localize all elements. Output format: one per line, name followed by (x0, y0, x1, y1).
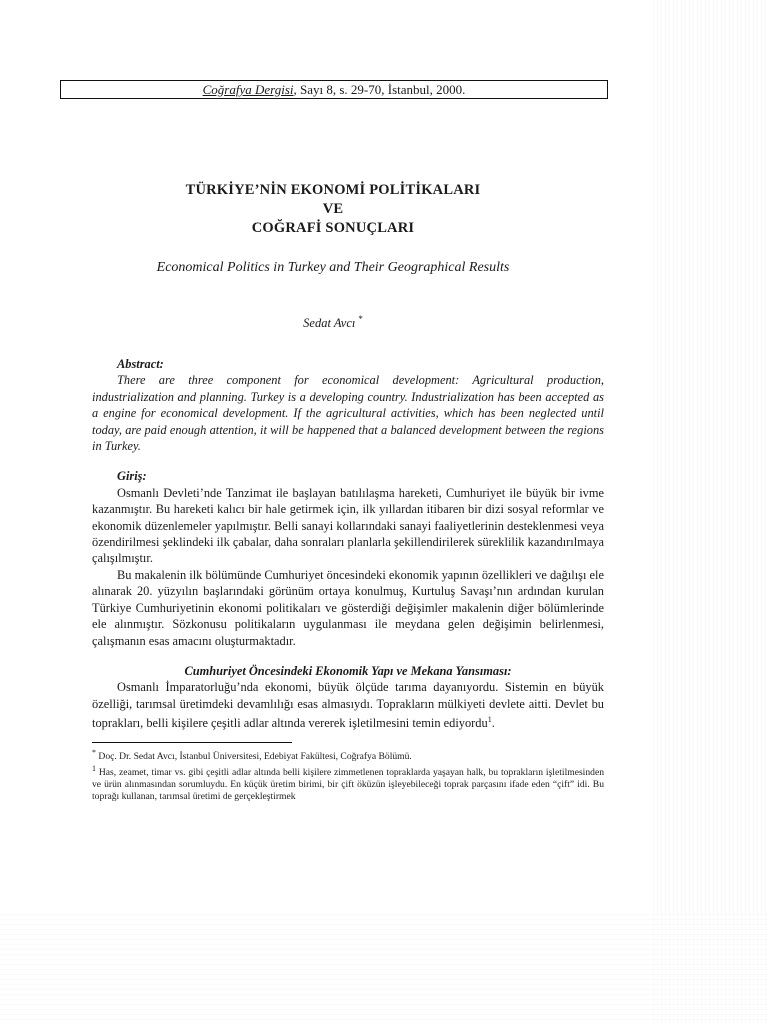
journal-citation-box (60, 80, 608, 99)
section-paragraph (92, 679, 604, 731)
footnote-marker-star: * (92, 747, 96, 757)
scan-edge-artifact (650, 0, 768, 1024)
author-name: Sedat Avcı (303, 316, 356, 331)
journal-name: Coğrafya Dergisi (202, 82, 294, 97)
section-paragraph-text: Osmanlı İmparatorluğu’nda ekonomi, büyük ölçüde tarıma dayanıyordu. Sistemin en büyük özelliği, tarımsal üretimdeki devamlılığı esas almasıydı. Toprakların mülkiyeti devlete aitti. Devlet bu toprakları, belli kişilere çeşitli adlar altında vererek işletilmesini temin ediyordu (92, 680, 604, 731)
article-body (92, 356, 604, 803)
title-line-2: VE (322, 201, 344, 217)
scan-bottom-artifact (0, 914, 768, 1024)
author-footnote-marker: * (358, 314, 363, 324)
footnote-ref-1: 1 (487, 715, 492, 725)
intro-heading: Giriş: (117, 469, 147, 484)
abstract-heading: Abstract: (117, 357, 164, 371)
footnote-marker-1: 1 (92, 763, 96, 773)
section-paragraph-end: . (491, 716, 495, 731)
footnote-1-text: Has, zeamet, timar vs. gibi çeşitli adlar altında belli kişilere zimmetlenen topraklarda yaşayan halk, bu toprakların işletilmesinden ve ürün alınmasından sorumluydu. En küçük üretim birimi, bir çift öküzün işleyebileceği toprak parçasını ifade eden “çift” idi. Bu toprağı kullanan, tarımsal üretimi de gerçekleştirmek (92, 767, 604, 803)
footnote-author-text: Doç. Dr. Sedat Avcı, İstanbul Üniversitesi, Edebiyat Fakültesi, Coğrafya Bölümü. (96, 750, 412, 762)
footnote-author (92, 747, 604, 763)
title-line-3: COĞRAFİ SONUÇLARI (251, 220, 415, 236)
title-line-1: TÜRKİYE’NİN EKONOMİ POLİTİKALARI (185, 182, 481, 198)
author-line (60, 314, 606, 331)
abstract-text: There are three component for economical development: Agricultural production, industrialization and planning. Turkey is a developing country. Industrialization has been accepted as a engine for economical development. If the agricultural activities, which has been neglected until today, are paid enough attention, it will be happened that a balanced development between the regions in Turkey. (92, 373, 604, 454)
journal-details: , Sayı 8, s. 29-70, İstanbul, 2000. (293, 82, 466, 97)
section-heading: Cumhuriyet Öncesindeki Ekonomik Yapı ve Mekana Yansıması: (184, 663, 512, 678)
footnote-separator (92, 742, 292, 743)
intro-paragraph-2: Bu makalenin ilk bölümünde Cumhuriyet öncesindeki ekonomik yapının özellikleri ve dağılışı ele alınarak 20. yüzyılın başlarındaki görünüm ortaya konulmuş, Kurtuluş Savaşı’nın ardından kurulan Türkiye Cumhuriyetinin ekonomi politikaları ve gösterdiği değişimler makalenin diğer bölümlerinde ele alınmıştır. Sözkonusu politikaların uygulanması ile meydana gelen değişimin belirlenmesi, çalışmanın esas amacını oluşturmaktadır. (92, 567, 604, 648)
footnote-1 (92, 763, 604, 803)
english-subtitle: Economical Politics in Turkey and Their Geographical Results (156, 260, 510, 275)
intro-paragraph-1: Osmanlı Devleti’nde Tanzimat ile başlayan batılılaşma hareketi, Cumhuriyet ile büyük bir ivme kazanmıştır. Bu hareketi kalıcı bir hale getirmek için, ilk yıllardan itibaren bir dizi sosyal reformlar ve ekonomik düzenlemeler yapılmıştır. Belli sanayi kollarındaki sanayi faaliyetlerinin desteklenmesi veya özendirilmesi şeklindeki ilk çabalar, daha sonraları planlarla şekillendirilerek süreklilik kazandırılmaya çalışılmıştır. (92, 485, 604, 566)
